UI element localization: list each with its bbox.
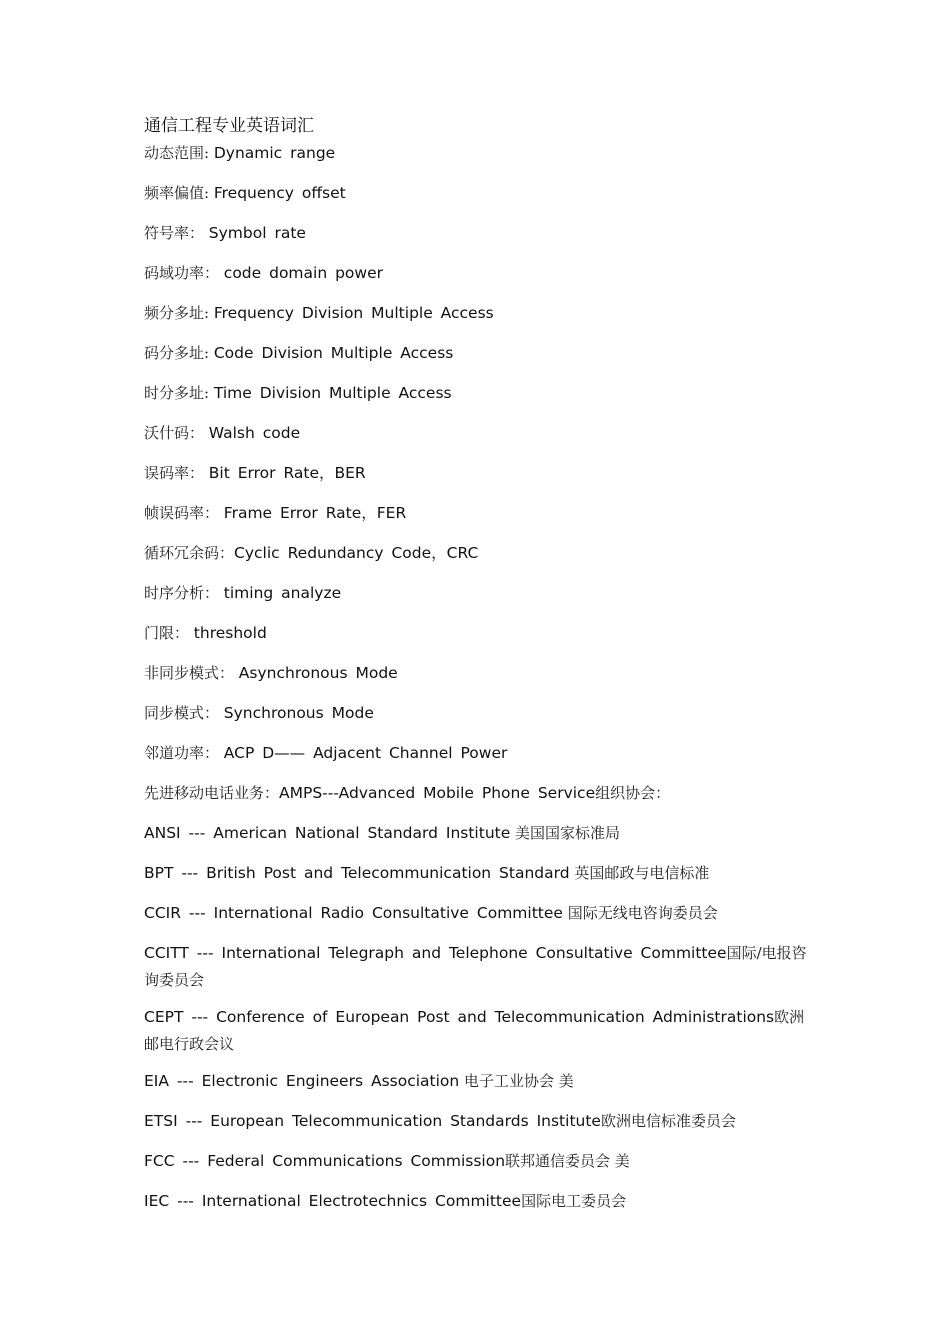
term-cn: 同步模式： <box>144 704 220 722</box>
term-en: Frequency offset <box>213 184 346 202</box>
org-en: BPT --- British Post and Telecommunication Standard <box>144 864 570 882</box>
document-title: 通信工程专业英语词汇 <box>144 116 314 136</box>
glossary-entry <box>144 740 814 766</box>
org-cn: 欧洲邮电行政会议 <box>144 1008 805 1053</box>
term-en: Frequency Division Multiple Access <box>213 304 494 322</box>
org-cn: 英国邮政与电信标准 <box>569 864 710 882</box>
glossary-entry: 码分多址: Code Division Multiple Access <box>144 344 454 362</box>
org-entry <box>144 940 814 994</box>
org-entry <box>144 900 814 926</box>
term-cn: 动态范围 <box>144 144 205 162</box>
term-en: Bit Error Rate，BER <box>208 464 366 482</box>
org-en: FCC --- Federal Communications Commission <box>144 1152 506 1170</box>
glossary-entry: 动态范围: Dynamic range <box>144 144 336 162</box>
term-cn: 沃什码： <box>144 424 205 442</box>
glossary-entry: 频分多址: Frequency Division Multiple Access <box>144 304 494 322</box>
glossary-entry <box>144 780 814 806</box>
term-en: Symbol rate <box>208 224 306 242</box>
org-cn: 国际无线电咨询委员会 <box>562 904 718 922</box>
term-cn: 帧误码率： <box>144 504 220 522</box>
term-en: Walsh code <box>208 424 301 442</box>
org-en: EIA --- Electronic Engineers Association <box>144 1072 460 1090</box>
term-en: AMPS---Advanced Mobile Phone Service <box>279 784 596 802</box>
org-en: ANSI --- American National Standard Institute <box>144 824 511 842</box>
org-entry <box>144 820 814 846</box>
org-en: CEPT --- Conference of European Post and Telecommunication Administrations <box>144 1008 775 1026</box>
org-en: IEC --- International Electrotechnics Committee <box>144 1192 522 1210</box>
term-en: Dynamic range <box>213 144 336 162</box>
document-body <box>144 114 814 1228</box>
glossary-entry <box>144 460 814 486</box>
term-en: timing analyze <box>223 584 342 602</box>
term-en: Time Division Multiple Access <box>213 384 452 402</box>
org-cn: 国际电工委员会 <box>521 1192 627 1210</box>
org-cn: 电子工业协会 美 <box>459 1072 574 1090</box>
glossary-entry <box>144 500 814 526</box>
term-cn: 符号率： <box>144 224 205 242</box>
glossary-entry <box>144 420 814 446</box>
glossary-entry <box>144 260 814 286</box>
glossary-entry <box>144 620 814 646</box>
term-cn: 先进移动电话业务： <box>144 784 280 802</box>
glossary-entry <box>144 220 814 246</box>
term-en: threshold <box>193 624 267 642</box>
org-en: CCITT --- International Telegraph and Telephone Consultative Committee <box>144 944 727 962</box>
org-en: CCIR --- International Radio Consultative Committee <box>144 904 563 922</box>
glossary-entry: 时分多址: Time Division Multiple Access <box>144 384 452 402</box>
term-en: Frame Error Rate，FER <box>223 504 407 522</box>
term-en: Code Division Multiple Access <box>213 344 454 362</box>
term-cn: 时序分析： <box>144 584 220 602</box>
term-cn: 码分多址 <box>144 344 205 362</box>
org-cn: 联邦通信委员会 美 <box>505 1152 630 1170</box>
glossary-entry <box>144 580 814 606</box>
glossary-entry: 频率偏值: Frequency offset <box>144 184 346 202</box>
term-cn: 邻道功率： <box>144 744 220 762</box>
term-en: Cyclic Redundancy Code，CRC <box>234 544 479 562</box>
org-entry <box>144 860 814 886</box>
term-cn: 时分多址 <box>144 384 205 402</box>
term-cn: 门限： <box>144 624 190 642</box>
term-cn: 误码率： <box>144 464 205 482</box>
section-heading: 组织协会： <box>595 784 671 802</box>
term-cn: 频率偏值 <box>144 184 205 202</box>
glossary-entry <box>144 660 814 686</box>
term-cn: 循环冗余码 <box>144 544 220 562</box>
org-entry <box>144 1108 814 1134</box>
term-en: ACP D—— Adjacent Channel Power <box>223 744 508 762</box>
term-en: code domain power <box>223 264 383 282</box>
glossary-entry <box>144 700 814 726</box>
org-entry <box>144 1068 814 1094</box>
org-cn: 欧洲电信标准委员会 <box>600 1112 736 1130</box>
org-entry <box>144 1004 814 1058</box>
term-en: Synchronous Mode <box>223 704 374 722</box>
term-cn: 非同步模式： <box>144 664 235 682</box>
org-cn: 国际/电报咨询委员会 <box>144 944 807 989</box>
org-entry <box>144 1148 814 1174</box>
org-entry <box>144 1188 814 1214</box>
term-cn: 频分多址 <box>144 304 205 322</box>
glossary-entry: 循环冗余码：Cyclic Redundancy Code，CRC <box>144 544 479 562</box>
term-cn: 码域功率： <box>144 264 220 282</box>
org-en: ETSI --- European Telecommunication Standards Institute <box>144 1112 601 1130</box>
term-en: Asynchronous Mode <box>238 664 398 682</box>
org-cn: 美国国家标准局 <box>510 824 621 842</box>
